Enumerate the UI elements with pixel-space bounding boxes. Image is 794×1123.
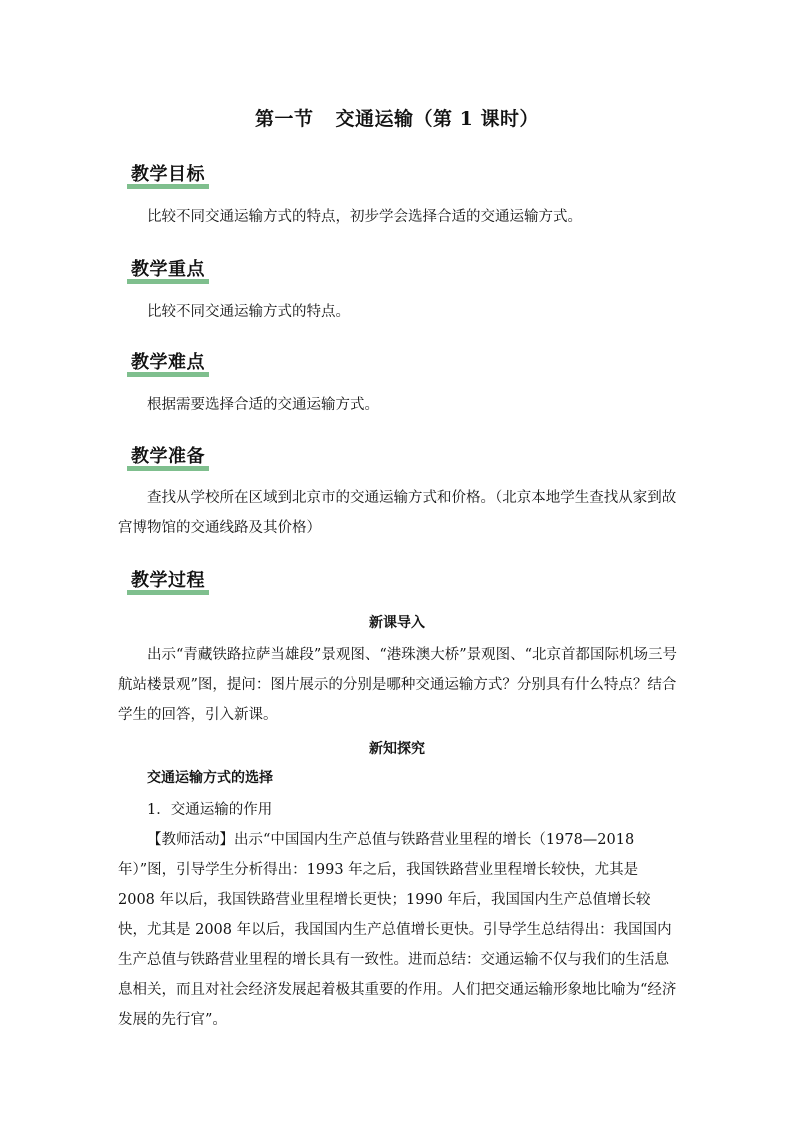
- item-1-heading: 1．交通运输的作用: [147, 802, 273, 818]
- objectives-text: 比较不同交通运输方式的特点，初步学会选择合适的交通运输方式。: [147, 209, 582, 225]
- preparation-text: 查找从学校所在区域到北京市的交通运输方式和价格。（北京本地学生查找从家到故宫博物馆的交通线路及其价格）: [118, 490, 677, 536]
- title-section-number: 第一节: [255, 108, 314, 130]
- topic-heading: 交通运输方式的选择: [147, 770, 273, 786]
- heading-preparation: 教学准备: [127, 442, 209, 471]
- heading-key-points: 教学重点: [127, 255, 209, 284]
- heading-objectives: 教学目标: [127, 160, 209, 189]
- intro-text: 出示“青藏铁路拉萨当雄段”景观图、“港珠澳大桥”景观图、“北京首都国际机场三号航站楼景观”图，提问：图片展示的分别是哪种交通运输方式？分别具有什么特点？结合学生的回答，引入新课。: [118, 647, 678, 723]
- heading-difficulties: 教学难点: [127, 348, 209, 377]
- teacher-activity-text: 【教师活动】出示“中国国内生产总值与铁路营业里程的增长（1978—2018 年）”图，引导学生分析得出：1993 年之后，我国铁路营业里程增长较快，尤其是 2008 年以后，我国铁路营业里程增长更快；1990 年后，我国国内生产总值增长较快，尤其是 2008 年以后，我国国内生产总值增长更快。引导学生总结得出：我国国内生产总值与铁路营业里程的增长具有一致性。进而总结：交通运输不仅与我们的生活息息相关，而且对社会经济发展起着极其重要的作用。人们把交通运输形象地比喻为“经济发展的先行官”。: [118, 832, 677, 1028]
- difficulties-text: 根据需要选择合适的交通运输方式。: [147, 397, 379, 413]
- intro-subtitle: 新课导入: [369, 615, 425, 631]
- title-topic: 交通运输（第 1 课时）: [335, 108, 539, 130]
- heading-process: 教学过程: [127, 566, 209, 595]
- key-points-text: 比较不同交通运输方式的特点。: [147, 304, 350, 320]
- explore-subtitle: 新知探究: [369, 741, 425, 757]
- page-title: [0, 104, 794, 131]
